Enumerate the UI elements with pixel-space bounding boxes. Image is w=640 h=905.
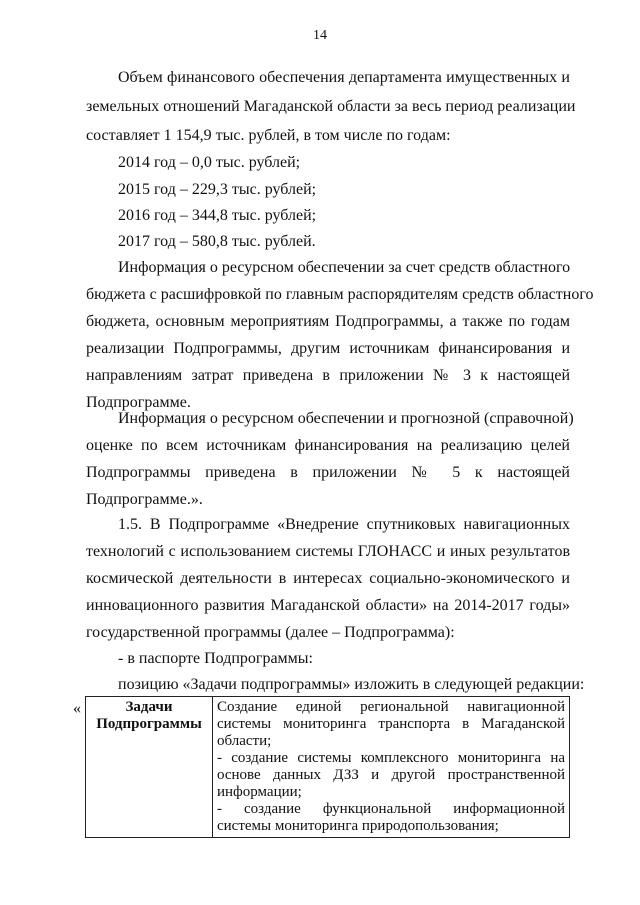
- year-2015: 2015 год – 229,3 тыс. рублей;: [118, 181, 317, 198]
- p4-line-4: инновационного развития Магаданской области» на 2014-2017 годы»: [86, 597, 570, 614]
- page-number: 14: [313, 28, 327, 43]
- p2-line-5: направлениям затрат приведена в приложении № 3 к настоящей: [86, 367, 570, 384]
- p1-line-2: земельных отношений Магаданской области за весь период реализации: [86, 98, 576, 115]
- p3-line-4: Подпрограмме.».: [86, 491, 203, 508]
- p1-line-1: Объем финансового обеспечения департамента имущественных и: [118, 69, 570, 86]
- year-2016: 2016 год – 344,8 тыс. рублей;: [118, 207, 317, 224]
- task-line-2: системы мониторинга транспорта в Магаданской: [217, 716, 565, 732]
- passport-line: - в паспорте Подпрограммы:: [118, 650, 313, 667]
- p2-line-4: реализации Подпрограммы, другим источникам финансирования и: [86, 340, 570, 357]
- task-line-5: основе данных ДЗЗ и другой пространственной: [217, 767, 565, 783]
- task-line-7: - создание функциональной информационной: [217, 801, 565, 817]
- year-2017: 2017 год – 580,8 тыс. рублей.: [118, 233, 316, 250]
- table-header-cell: [86, 697, 213, 838]
- p4-line-5: государственной программы (далее – Подпрограмма):: [86, 624, 455, 641]
- tasks-table: [85, 696, 570, 838]
- task-line-4: - создание системы комплексного мониторинга на: [217, 750, 565, 766]
- task-line-8: системы мониторинга природопользования;: [217, 818, 499, 834]
- p3-line-1: Информация о ресурсном обеспечении и прогнозной (справочной): [118, 410, 574, 427]
- position-line: позицию «Задачи подпрограммы» изложить в следующей редакции:: [118, 676, 585, 693]
- p4-line-1: 1.5. В Подпрограмме «Внедрение спутниковых навигационных: [118, 516, 570, 533]
- p4-line-2: технологий с использованием системы ГЛОНАСС и иных результатов: [86, 543, 570, 560]
- task-line-3: области;: [217, 733, 272, 749]
- header-line-2: Подпрограммы: [96, 716, 202, 732]
- year-2014: 2014 год – 0,0 тыс. рублей;: [118, 154, 301, 171]
- task-line-6: информации;: [217, 784, 302, 800]
- p1-line-3: составляет 1 154,9 тыс. рублей, в том числе по годам:: [86, 127, 451, 144]
- p2-line-1: Информация о ресурсном обеспечении за счет средств областного: [118, 259, 571, 276]
- p2-line-3: бюджета, основным мероприятиям Подпрограммы, а также по годам: [86, 313, 570, 330]
- p3-line-3: Подпрограммы приведена в приложении № 5 к настоящей: [86, 464, 570, 481]
- p2-line-6: Подпрограмме.: [86, 394, 191, 411]
- p2-line-2: бюджета с расшифровкой по главным распорядителям средств областного: [86, 286, 594, 303]
- table-content-cell: [213, 697, 570, 838]
- p3-line-2: оценке по всем источникам финансирования на реализацию целей: [86, 437, 570, 454]
- open-quote: «: [73, 700, 81, 717]
- p4-line-3: космической деятельности в интересах социально-экономического и: [86, 570, 570, 587]
- task-line-1: Создание единой региональной навигационной: [217, 699, 565, 715]
- table-row: [86, 697, 570, 838]
- header-line-1: Задачи: [125, 699, 173, 715]
